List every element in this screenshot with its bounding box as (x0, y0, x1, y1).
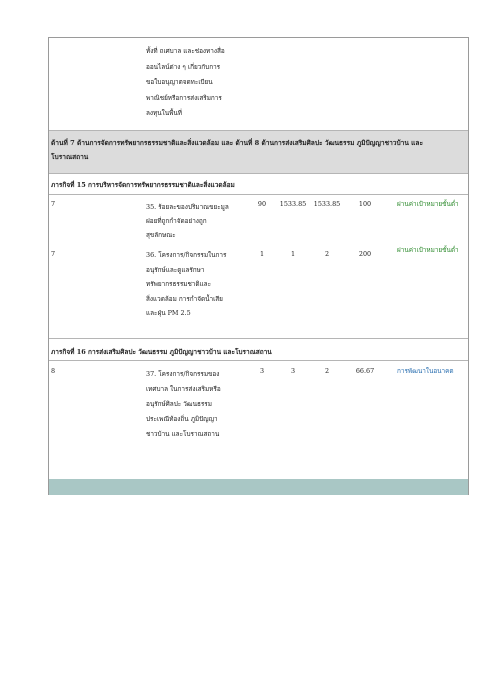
actual-value: 1533.85 (313, 200, 341, 208)
row-number: 8 (51, 367, 56, 375)
row-number: 7 (51, 250, 56, 258)
report-table (48, 37, 469, 495)
desc-line: 35. ร้อยละของปริมาณขยะมูล (146, 203, 229, 211)
row-description (146, 367, 221, 442)
desc-line: เทศบาล ในการส่งเสริมหรือ (146, 385, 221, 393)
section-title-line2: โบราณสถาน (51, 153, 89, 161)
planned-value: 3 (290, 367, 296, 375)
desc-line: อนุรักษ์และดูแลรักษา (146, 265, 205, 274)
table-footer-bar (49, 479, 468, 495)
status-future: การพัฒนาในอนาคต (397, 367, 454, 375)
section-header (49, 130, 468, 173)
actual-value: 2 (324, 367, 330, 375)
desc-line: ประเพณีท้องถิ่น ภูมิปัญญา (146, 415, 218, 423)
planned-value: 1533.85 (279, 200, 307, 208)
actual-value: 2 (324, 250, 330, 258)
row-description (146, 248, 226, 321)
percent-value: 200 (358, 250, 372, 258)
target-value: 90 (257, 200, 267, 208)
desc-line: ฝอยที่ถูกกำจัดอย่างถูก (146, 217, 207, 225)
mission-15-heading: ภารกิจที่ 15 การบริหารจัดการทรัพยากรธรรมชาติและสิ่งแวดล้อม (51, 181, 235, 189)
target-value: 1 (259, 250, 265, 258)
target-value: 3 (259, 367, 265, 375)
continued-description (146, 44, 225, 122)
desc-line: อนุรักษ์ศิลปะ วัฒนธรรม (146, 400, 212, 408)
status-pass: ผ่านค่าเป้าหมายขั้นต่ำ (397, 200, 459, 208)
desc-line: ทั้งที่ ถเศบาล และช่องทางสื่อ (146, 47, 225, 55)
section-title-line1: ด้านที่ 7 ด้านการจัดการทรัพยากรธรรมชาติและสิ่งแวดล้อม และ ด้านที่ 8 ด้านการส่งเสริมศิลปะ วัฒนธรรม ภูมิปัญญาชาวบ้าน และ (51, 139, 423, 147)
desc-line: และฝุ่น PM 2.5 (146, 309, 191, 317)
desc-line: ลงทุนในพื้นที่ (146, 109, 182, 117)
desc-line: สุขลักษณะ (146, 231, 176, 239)
desc-line: พาณิชย์หรือการส่งเสริมการ (146, 93, 222, 102)
percent-value: 66.67 (355, 367, 375, 375)
desc-line: 36. โครงการ/กิจกรรมในการ (146, 251, 227, 259)
desc-line: ทรัพยากรธรรมชาติและ (146, 280, 212, 288)
planned-value: 1 (290, 250, 296, 258)
desc-line: ชาวบ้าน และโบราณสถาน (146, 430, 220, 438)
desc-line: ออนไลน์ต่าง ๆ เกี่ยวกับการ (146, 62, 221, 71)
mission-16-heading: ภารกิจที่ 16 การส่งเสริมศิลปะ วัฒนธรรม ภูมิปัญญาชาวบ้าน และโบราณสถาน (51, 348, 272, 356)
desc-line: 37. โครงการ/กิจกรรมของ (146, 370, 220, 378)
row-number: 7 (51, 200, 56, 208)
desc-line: ขอใบอนุญาตจดทะเบียน (146, 78, 213, 86)
row-description (146, 200, 229, 242)
percent-value: 100 (358, 200, 372, 208)
desc-line: สิ่งแวดล้อม การกำจัดน้ำเสีย (146, 294, 223, 303)
status-pass: ผ่านค่าเป้าหมายขั้นต่ำ (397, 246, 459, 254)
